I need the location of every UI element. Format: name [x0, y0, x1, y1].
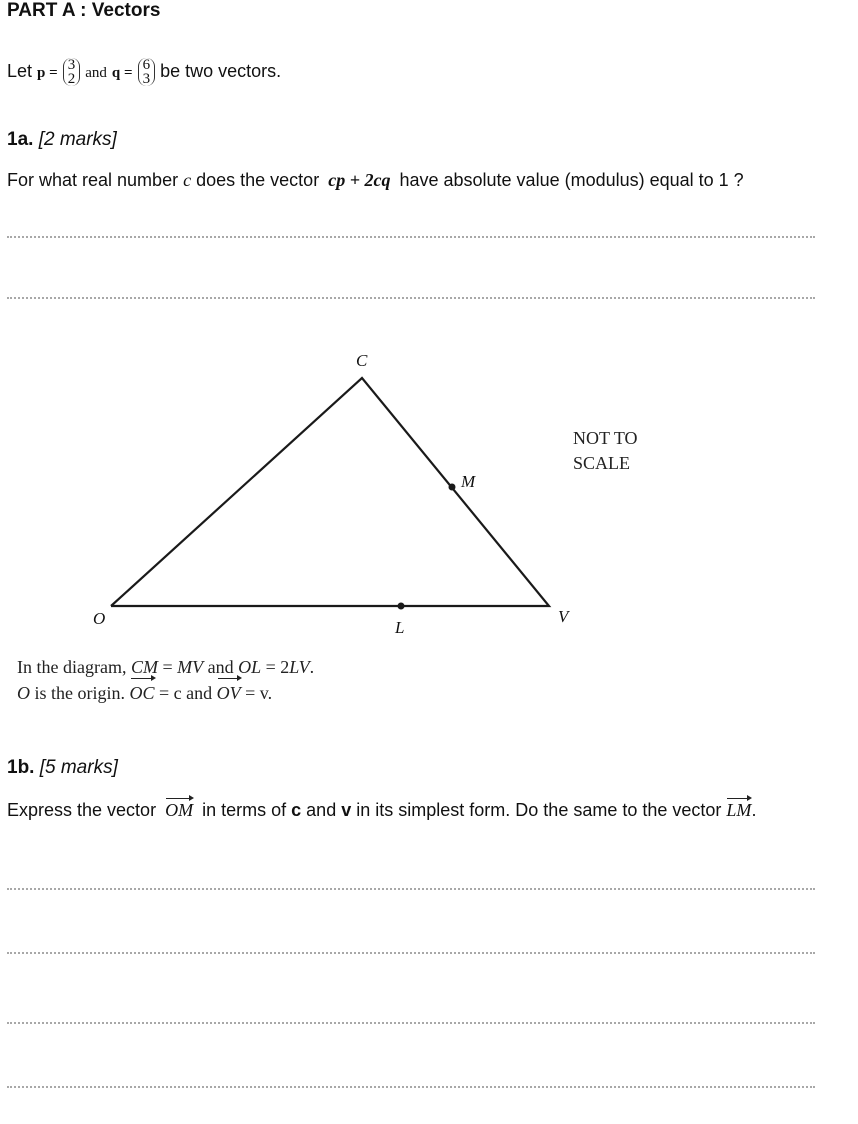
caption-ol: OL	[238, 657, 262, 677]
answer-line[interactable]	[7, 1086, 815, 1088]
q1b-text-2: in terms of	[202, 800, 287, 820]
triangle-diagram	[0, 340, 858, 640]
caption-eq1: =	[157, 657, 178, 677]
q1b-text-1: Express the vector	[7, 800, 157, 820]
label-l: L	[395, 618, 405, 637]
intro-let: Let	[7, 60, 33, 81]
q-vector	[138, 58, 156, 86]
q1a-expression: cp + 2cq	[328, 170, 391, 190]
q1a-text-mid: does the vector	[196, 170, 320, 190]
q1b-vector-om: OM	[165, 800, 194, 820]
diagram-caption	[17, 654, 314, 706]
answer-line[interactable]	[7, 952, 815, 954]
caption-lv: LV	[289, 657, 310, 677]
label-o: O	[93, 609, 106, 628]
intro-and: and	[85, 64, 107, 81]
caption-eq-c: = c and	[154, 683, 217, 703]
q-label: q =	[111, 64, 133, 81]
triangle-ocv	[111, 378, 549, 606]
p-label: p =	[37, 64, 58, 81]
q-top: 6	[142, 57, 151, 73]
p-top: 3	[67, 57, 76, 73]
note-line-1: NOT TO	[573, 428, 638, 448]
q1a-question	[7, 170, 744, 191]
answer-line[interactable]	[7, 888, 815, 890]
q1b-and: and	[306, 800, 337, 820]
answer-line[interactable]	[7, 1022, 815, 1024]
q-bottom: 3	[142, 71, 151, 87]
q1b-c: c	[291, 800, 302, 820]
caption-dot: .	[309, 657, 315, 677]
q1b-heading	[7, 757, 118, 779]
intro-line	[7, 58, 281, 86]
p-vector	[63, 58, 81, 86]
caption-eq-v: = v.	[240, 683, 273, 703]
caption-vector-ov: OV	[217, 680, 241, 706]
q1a-marks: [2 marks]	[38, 129, 117, 150]
q1a-text-after: have absolute value (modulus) equal to 1 ?	[399, 170, 744, 190]
caption-eq2: = 2	[261, 657, 290, 677]
caption-line-1	[17, 654, 314, 680]
answer-line[interactable]	[7, 236, 815, 238]
note-line-2: SCALE	[573, 453, 631, 473]
part-title: PART A : Vectors	[7, 0, 161, 21]
q1b-v: v	[341, 800, 352, 820]
q1a-c-var: c	[183, 170, 192, 190]
answer-line[interactable]	[7, 297, 815, 299]
label-c: C	[356, 351, 368, 370]
caption-cm: CM	[130, 657, 158, 677]
q1b-text-3: in its simplest form. Do the same to the vector	[356, 800, 722, 820]
q1b-number: 1b.	[7, 757, 35, 778]
q1b-question	[7, 800, 756, 821]
q1b-marks: [5 marks]	[39, 757, 118, 778]
p-bottom: 2	[67, 71, 76, 87]
caption-origin: is the origin.	[30, 683, 125, 703]
label-v: V	[558, 607, 569, 626]
point-l	[398, 603, 405, 610]
caption-vector-oc: OC	[130, 680, 155, 706]
caption-mv: MV	[177, 657, 204, 677]
intro-tail: be two vectors.	[160, 60, 282, 81]
q1a-number: 1a.	[7, 129, 34, 150]
caption-intro: In the diagram,	[17, 657, 127, 677]
label-m: M	[461, 472, 476, 491]
not-to-scale-note	[573, 426, 638, 476]
q1b-end: .	[751, 800, 757, 820]
caption-and: and	[203, 657, 239, 677]
caption-line-2	[17, 680, 314, 706]
point-m	[449, 484, 456, 491]
q1a-heading	[7, 129, 117, 151]
q1a-text-before: For what real number	[7, 170, 179, 190]
caption-o: O	[17, 683, 30, 703]
q1b-vector-lm: LM	[726, 800, 752, 820]
